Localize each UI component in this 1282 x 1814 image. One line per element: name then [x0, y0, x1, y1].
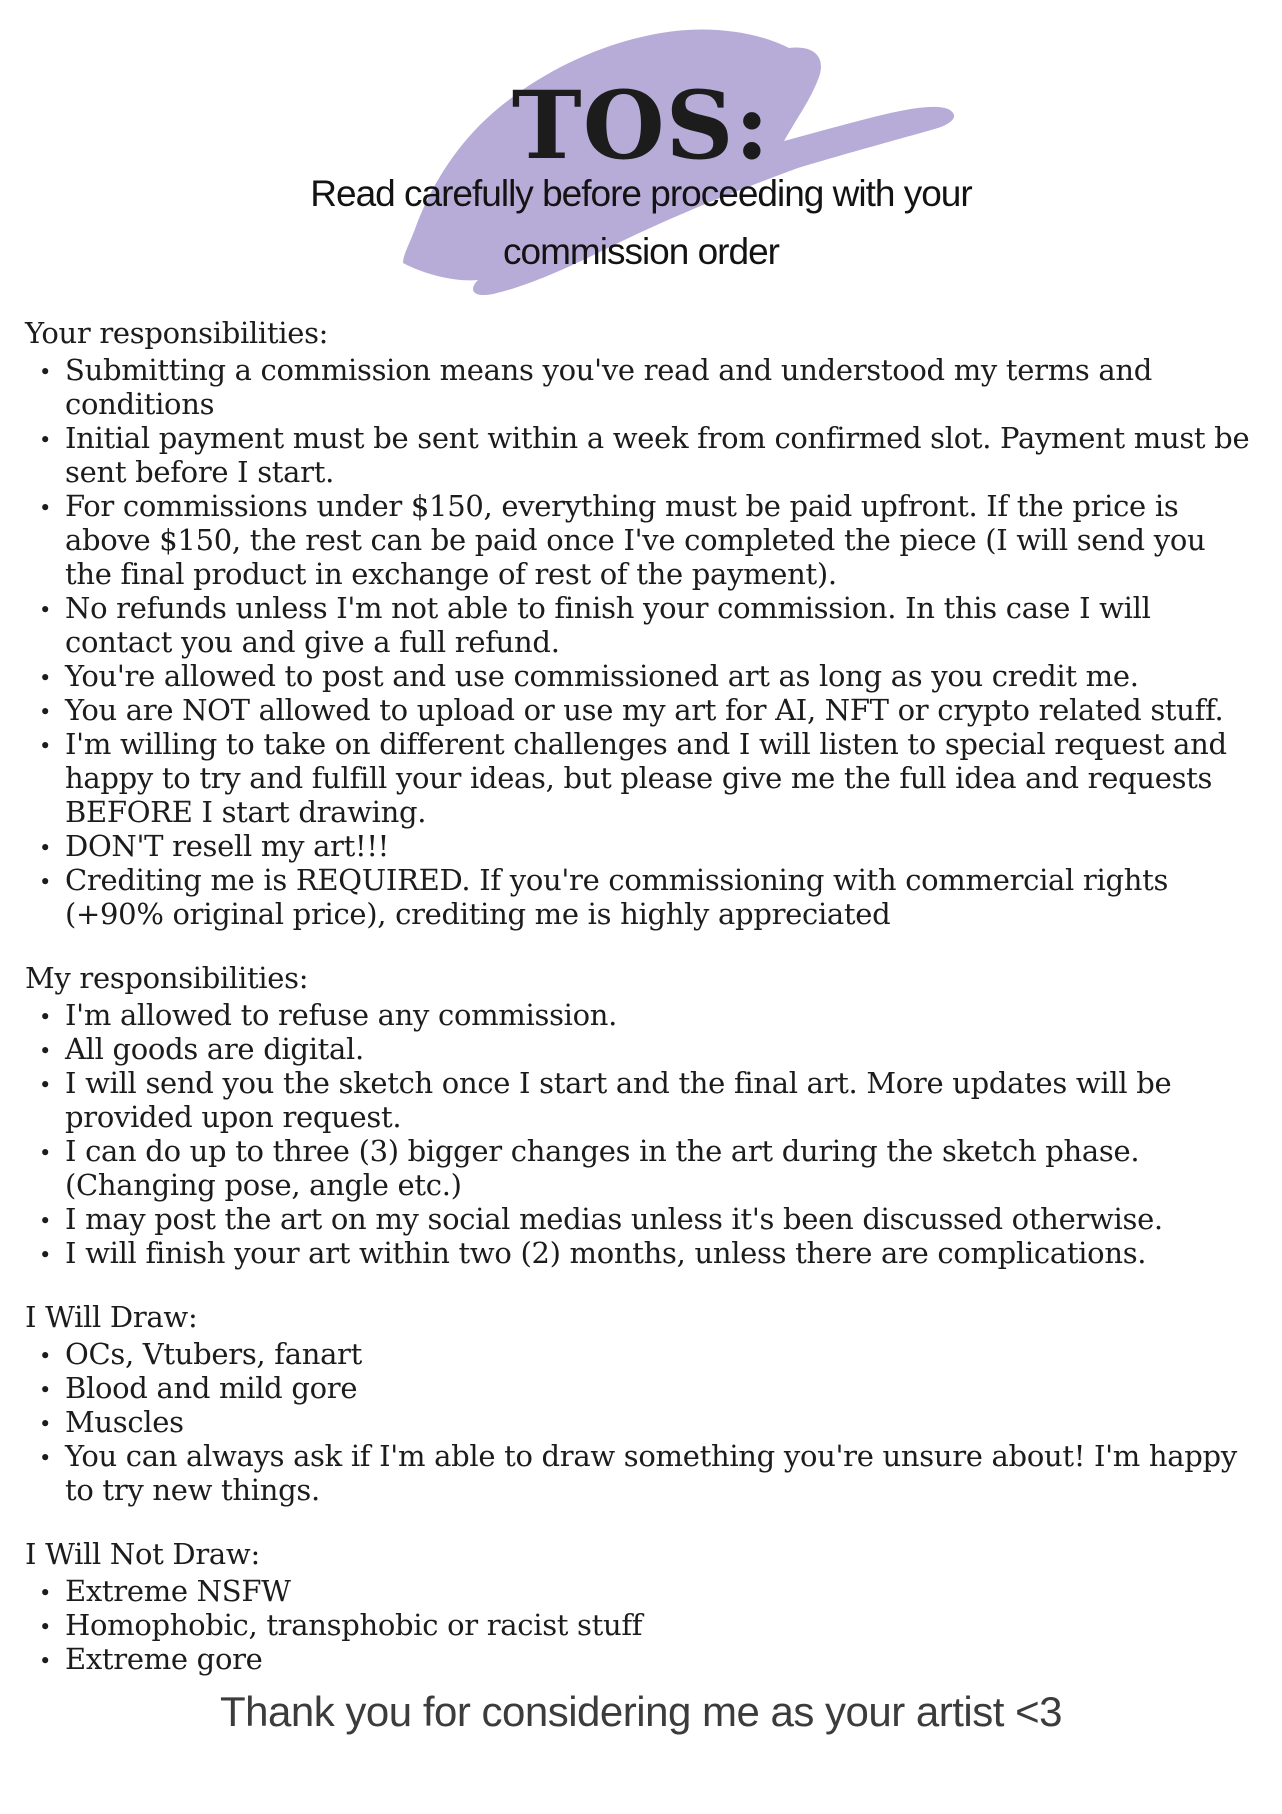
- list-item: [25, 353, 1250, 421]
- page-title: TOS:: [511, 71, 771, 181]
- list-item-text: Crediting me is REQUIRED. If you're commissioning with commercial rights (+90% original price), crediting me is highly appreciated: [65, 863, 1169, 931]
- subtitle-line-2: commission order: [503, 231, 779, 272]
- section-heading: I Will Draw:: [25, 1300, 198, 1334]
- bullet-icon: •: [39, 1446, 52, 1470]
- bullet-icon: •: [39, 1243, 52, 1267]
- bullet-icon: •: [39, 1005, 52, 1029]
- list-item-text: Submitting a commission means you've read and understood my terms and conditions: [65, 353, 1153, 421]
- list-item: [25, 1236, 1250, 1270]
- list-item-text: You can always ask if I'm able to draw something you're unsure about! I'm happy to try new things.: [65, 1439, 1237, 1507]
- section-heading: My responsibilities:: [25, 961, 309, 995]
- bullet-list: [25, 353, 1250, 931]
- bullet-icon: •: [39, 360, 52, 384]
- bullet-list: [25, 1337, 1250, 1507]
- bullet-icon: •: [39, 1141, 52, 1165]
- list-item: [25, 998, 1250, 1032]
- bullet-icon: •: [39, 1378, 52, 1402]
- bullet-icon: •: [39, 496, 52, 520]
- list-item: [25, 1337, 1250, 1371]
- list-item: [25, 421, 1250, 489]
- terms-content: [25, 316, 1250, 1676]
- bullet-icon: •: [39, 1581, 52, 1605]
- list-item-text: Muscles: [65, 1405, 184, 1439]
- bullet-icon: •: [39, 1073, 52, 1097]
- list-item-text: I'm willing to take on different challenges and I will listen to special request and happy to try and fulfill your ideas, but please give me the full idea and requests BEFORE I start drawing.: [65, 727, 1227, 829]
- terms-section: [25, 1537, 1250, 1676]
- page-subtitle: [0, 165, 1282, 281]
- bullet-icon: •: [39, 428, 52, 452]
- list-item: [25, 1405, 1250, 1439]
- section-heading: Your responsibilities:: [25, 316, 329, 350]
- bullet-icon: •: [39, 598, 52, 622]
- bullet-icon: •: [39, 666, 52, 690]
- list-item-text: I can do up to three (3) bigger changes in the art during the sketch phase. (Changing pose, angle etc.): [65, 1134, 1140, 1202]
- list-item-text: For commissions under $150, everything must be paid upfront. If the price is above $150, the rest can be paid once I've completed the piece (I will send you the final product in exchange of rest of the payment).: [65, 489, 1206, 591]
- list-item-text: No refunds unless I'm not able to finish your commission. In this case I will contact you and give a full refund.: [65, 591, 1151, 659]
- list-item: [25, 1642, 1250, 1676]
- list-item: [25, 863, 1250, 931]
- footer-message: Thank you for considering me as your artist <3: [220, 1688, 1062, 1735]
- list-item-text: I will finish your art within two (2) months, unless there are complications.: [65, 1236, 1147, 1270]
- bullet-icon: •: [39, 1209, 52, 1233]
- bullet-icon: •: [39, 1412, 52, 1436]
- bullet-list: [25, 1574, 1250, 1676]
- document-header: [0, 0, 1282, 300]
- bullet-icon: •: [39, 1039, 52, 1063]
- list-item-text: You're allowed to post and use commissioned art as long as you credit me.: [65, 659, 1139, 693]
- list-item-text: Extreme NSFW: [65, 1574, 291, 1608]
- list-item: [25, 727, 1250, 829]
- list-item-text: Extreme gore: [65, 1642, 263, 1676]
- list-item-text: OCs, Vtubers, fanart: [65, 1337, 362, 1371]
- list-item-text: Homophobic, transphobic or racist stuff: [65, 1608, 643, 1642]
- list-item-text: You are NOT allowed to upload or use my art for AI, NFT or crypto related stuff.: [65, 693, 1224, 727]
- bullet-icon: •: [39, 1649, 52, 1673]
- list-item: [25, 1574, 1250, 1608]
- list-item: [25, 1202, 1250, 1236]
- list-item-text: All goods are digital.: [65, 1032, 364, 1066]
- terms-section: [25, 316, 1250, 931]
- list-item: [25, 591, 1250, 659]
- list-item: [25, 693, 1250, 727]
- list-item: [25, 1134, 1250, 1202]
- subtitle-line-1: Read carefully before proceeding with your: [310, 173, 972, 214]
- bullet-icon: •: [39, 836, 52, 860]
- terms-section: [25, 1300, 1250, 1507]
- list-item-text: DON'T resell my art!!!: [65, 829, 390, 863]
- list-item: [25, 489, 1250, 591]
- list-item-text: Blood and mild gore: [65, 1371, 358, 1405]
- bullet-icon: •: [39, 700, 52, 724]
- list-item: [25, 659, 1250, 693]
- bullet-icon: •: [39, 734, 52, 758]
- list-item: [25, 1371, 1250, 1405]
- terms-section: [25, 961, 1250, 1270]
- bullet-list: [25, 998, 1250, 1270]
- list-item-text: I may post the art on my social medias unless it's been discussed otherwise.: [65, 1202, 1163, 1236]
- list-item-text: Initial payment must be sent within a week from confirmed slot. Payment must be sent before I start.: [65, 421, 1250, 489]
- bullet-icon: •: [39, 870, 52, 894]
- list-item: [25, 1608, 1250, 1642]
- bullet-icon: •: [39, 1344, 52, 1368]
- section-heading: I Will Not Draw:: [25, 1537, 260, 1571]
- list-item: [25, 1032, 1250, 1066]
- bullet-icon: •: [39, 1615, 52, 1639]
- list-item-text: I will send you the sketch once I start and the final art. More updates will be provided upon request.: [65, 1066, 1172, 1134]
- list-item-text: I'm allowed to refuse any commission.: [65, 998, 618, 1032]
- list-item: [25, 829, 1250, 863]
- list-item: [25, 1066, 1250, 1134]
- list-item: [25, 1439, 1250, 1507]
